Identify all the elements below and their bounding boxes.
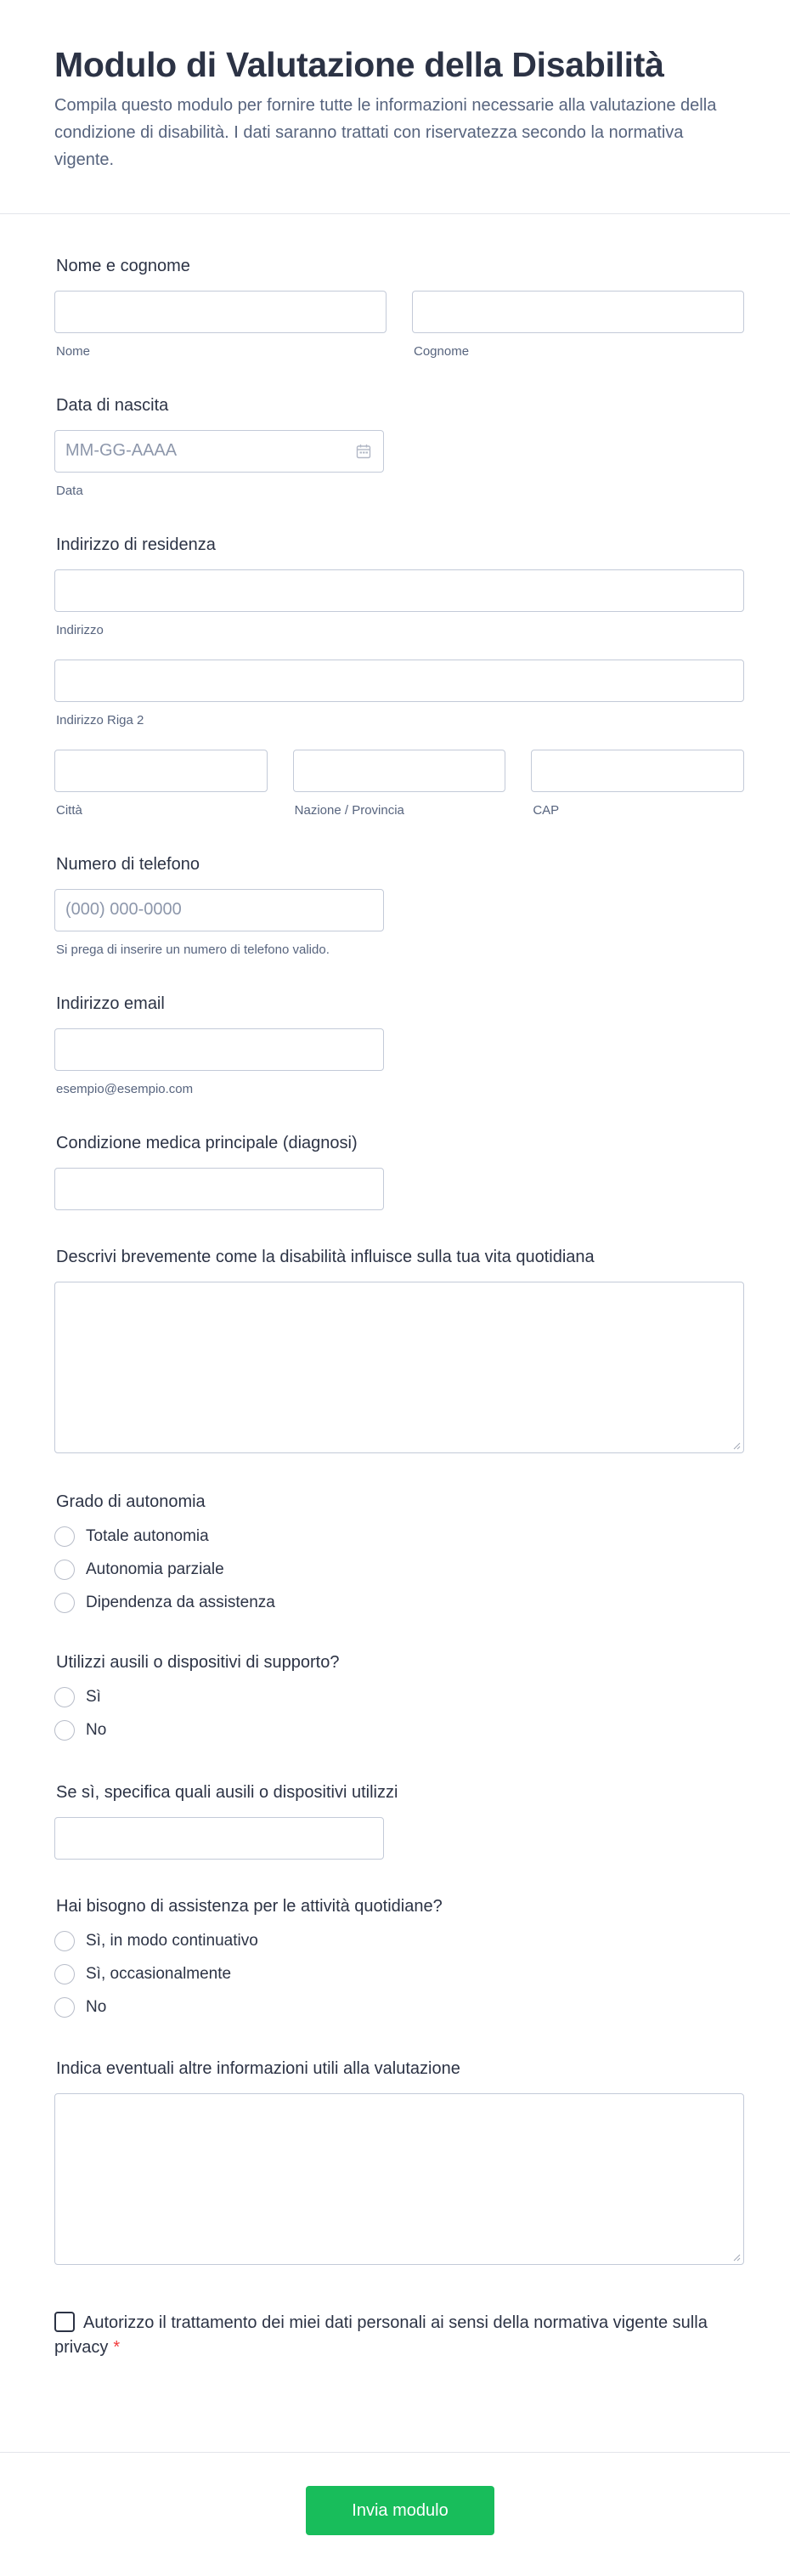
other-info-label: Indica eventuali altre informazioni utili alla valutazione bbox=[56, 2059, 460, 2078]
radio-label: Sì, in modo continuativo bbox=[86, 1931, 258, 1950]
last-name-group bbox=[412, 291, 744, 360]
city-input[interactable] bbox=[54, 750, 268, 792]
city-group bbox=[54, 750, 268, 819]
birth-date-label: Data di nascita bbox=[56, 396, 169, 415]
email-field bbox=[54, 993, 744, 1098]
city-sublabel: Città bbox=[56, 803, 82, 818]
assistance-option[interactable] bbox=[54, 1990, 744, 2024]
email-label: Indirizzo email bbox=[56, 994, 165, 1013]
phone-label: Numero di telefono bbox=[56, 855, 200, 874]
first-name-group bbox=[54, 291, 387, 360]
state-group bbox=[293, 750, 506, 819]
condition-label: Condizione medica principale (diagnosi) bbox=[56, 1134, 358, 1152]
address-line1-sublabel: Indirizzo bbox=[56, 623, 104, 637]
radio-label: Sì bbox=[86, 1687, 101, 1706]
radio-button[interactable] bbox=[54, 1687, 75, 1707]
consent-field bbox=[54, 2311, 744, 2360]
autonomy-option[interactable] bbox=[54, 1520, 744, 1553]
aids-option[interactable] bbox=[54, 1713, 744, 1747]
resize-handle-icon[interactable] bbox=[732, 2253, 741, 2262]
birth-date-sublabel: Data bbox=[56, 484, 83, 498]
address-line1-input[interactable] bbox=[54, 569, 744, 612]
zip-sublabel: CAP bbox=[533, 803, 560, 818]
autonomy-option[interactable] bbox=[54, 1586, 744, 1619]
radio-label: Totale autonomia bbox=[86, 1526, 209, 1545]
radio-button[interactable] bbox=[54, 1526, 75, 1547]
first-name-input[interactable] bbox=[54, 291, 387, 333]
form-footer bbox=[0, 2452, 790, 2576]
impact-label: Descrivi brevemente come la disabilità influisce sulla tua vita quotidiana bbox=[56, 1248, 595, 1266]
radio-label: Sì, occasionalmente bbox=[86, 1964, 232, 1983]
birth-date-field bbox=[54, 394, 744, 500]
address-line2-input[interactable] bbox=[54, 660, 744, 702]
impact-textarea[interactable] bbox=[54, 1282, 744, 1453]
required-marker: * bbox=[113, 2338, 121, 2357]
radio-button[interactable] bbox=[54, 1964, 75, 1984]
last-name-input[interactable] bbox=[412, 291, 744, 333]
condition-field bbox=[54, 1132, 744, 1210]
first-name-sublabel: Nome bbox=[56, 344, 91, 359]
other-info-field bbox=[54, 2058, 744, 2265]
aids-field bbox=[54, 1651, 744, 1747]
birth-date-input[interactable] bbox=[54, 430, 384, 473]
impact-field bbox=[54, 1246, 744, 1453]
last-name-sublabel: Cognome bbox=[414, 344, 470, 359]
radio-label: No bbox=[86, 1997, 107, 2016]
email-input[interactable] bbox=[54, 1028, 384, 1071]
radio-button[interactable] bbox=[54, 1720, 75, 1741]
autonomy-option[interactable] bbox=[54, 1553, 744, 1586]
autonomy-label: Grado di autonomia bbox=[56, 1492, 206, 1511]
birth-date-placeholder: MM-GG-AAAA bbox=[65, 441, 178, 460]
radio-button[interactable] bbox=[54, 1593, 75, 1613]
form-header bbox=[0, 0, 790, 214]
calendar-icon[interactable] bbox=[356, 444, 371, 459]
assistance-option[interactable] bbox=[54, 1924, 744, 1957]
address-field bbox=[54, 534, 744, 819]
form-title: Modulo di Valutazione della Disabilità bbox=[54, 45, 664, 84]
radio-button[interactable] bbox=[54, 1997, 75, 2018]
state-input[interactable] bbox=[293, 750, 506, 792]
consent-checkbox[interactable] bbox=[54, 2312, 75, 2332]
address-line2-sublabel: Indirizzo Riga 2 bbox=[56, 713, 144, 728]
address-label: Indirizzo di residenza bbox=[56, 535, 216, 554]
assistance-field bbox=[54, 1895, 744, 2024]
phone-field bbox=[54, 853, 744, 959]
radio-label: Dipendenza da assistenza bbox=[86, 1593, 275, 1611]
aids-label: Utilizzi ausili o dispositivi di supporto? bbox=[56, 1653, 340, 1672]
zip-input[interactable] bbox=[531, 750, 744, 792]
form-body bbox=[0, 255, 790, 2360]
assistance-option[interactable] bbox=[54, 1957, 744, 1990]
radio-button[interactable] bbox=[54, 1931, 75, 1951]
radio-button[interactable] bbox=[54, 1560, 75, 1580]
autonomy-field bbox=[54, 1491, 744, 1619]
aids-detail-input[interactable] bbox=[54, 1817, 384, 1860]
zip-group bbox=[531, 750, 744, 819]
phone-input[interactable] bbox=[54, 889, 384, 931]
condition-input[interactable] bbox=[54, 1168, 384, 1210]
form-description: Compila questo modulo per fornire tutte le informazioni necessarie alla valutazione della condizione di disabilità. I dati saranno trattati con riservatezza secondo la normativa vigente. bbox=[54, 96, 717, 169]
aids-detail-label: Se sì, specifica quali ausili o dispositivi utilizzi bbox=[56, 1783, 398, 1802]
aids-detail-field bbox=[54, 1781, 744, 1860]
radio-label: No bbox=[86, 1720, 107, 1739]
name-field bbox=[54, 255, 744, 360]
name-label: Nome e cognome bbox=[56, 257, 190, 275]
assistance-label: Hai bisogno di assistenza per le attività quotidiane? bbox=[56, 1897, 443, 1916]
resize-handle-icon[interactable] bbox=[732, 1441, 741, 1450]
consent-option[interactable] bbox=[54, 2311, 744, 2360]
consent-text: Autorizzo il trattamento dei miei dati personali ai sensi della normativa vigente sulla privacy bbox=[54, 2313, 708, 2357]
state-sublabel: Nazione / Provincia bbox=[294, 803, 404, 818]
phone-placeholder: (000) 000-0000 bbox=[65, 900, 182, 919]
radio-label: Autonomia parziale bbox=[86, 1560, 224, 1578]
other-info-textarea[interactable] bbox=[54, 2093, 744, 2265]
email-sublabel: esempio@esempio.com bbox=[56, 1082, 194, 1096]
phone-sublabel: Si prega di inserire un numero di telefono valido. bbox=[56, 943, 330, 957]
submit-button[interactable]: Invia modulo bbox=[306, 2486, 494, 2535]
aids-option[interactable] bbox=[54, 1680, 744, 1713]
